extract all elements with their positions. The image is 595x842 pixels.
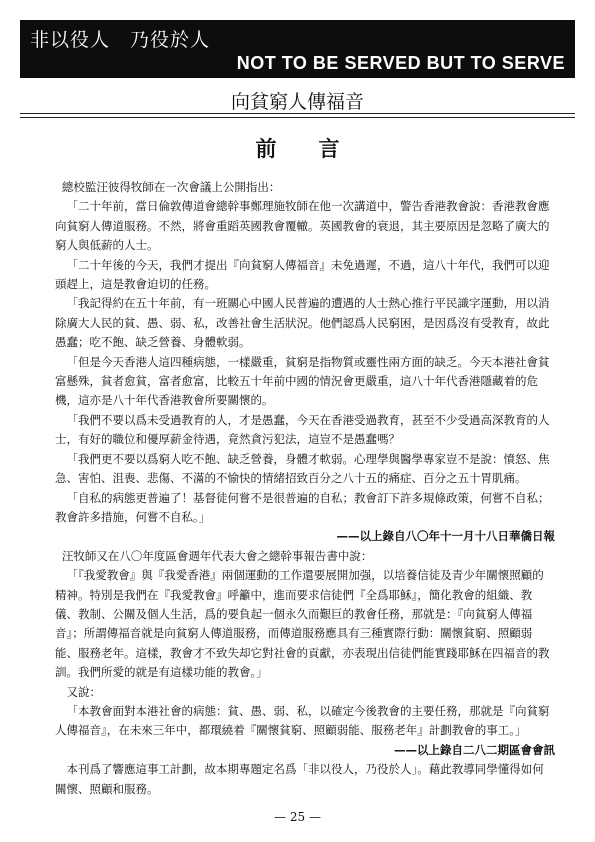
paragraph: 又說： bbox=[66, 684, 101, 699]
paragraph: 「但是今天香港人這四種病態，一樣嚴重，貧窮是指物質或靈性兩方面的缺乏。今天本港社會貧富懸殊，貧者愈貧，富者愈富，比較五十年前中國的情況會更嚴重，這八十年代香港隱藏着的危機，這亦是八十年代香港教會所要關懷的。 bbox=[55, 354, 550, 408]
paragraph: 「我們更不要以爲窮人吃不飽、缺乏營養，身體才軟弱。心理學與醫學專家豈不是說：憤怒、焦急、害怕、沮喪、悲傷、不滿的不愉快的情緒招致百分之八十五的痛症、百分之五十胃肌痛。 bbox=[55, 451, 550, 486]
banner-english-motto: NOT TO BE SERVED BUT TO SERVE bbox=[236, 53, 565, 73]
title-rule-bottom bbox=[20, 117, 575, 118]
banner-chinese-motto: 非以役人 乃役於人 bbox=[30, 29, 211, 51]
paragraph: 總校監汪彼得牧師在一次會議上公開指出： bbox=[61, 180, 281, 194]
title-rule-top bbox=[20, 113, 575, 114]
closing-paragraph: 本刊爲了響應這事工計劃，故本期專題定名爲「非以役人，乃役於人」。藉此教導同學懂得如何關懷、照顧和服務。 bbox=[55, 762, 544, 796]
paragraph: 「二十年前，當日倫敦傳道會總幹事鄭理施牧師在他一次講道中，警告香港教會說：香港教會應向貧窮人傳道服務。不然，將會重蹈英國教會覆轍。英國教會的衰退，其主要原因是忽略了廣大的窮人與低薪的人士。 bbox=[55, 199, 550, 253]
article-body bbox=[55, 178, 555, 799]
source-attribution: ——以上錄自八〇年十一月十八日華僑日報 bbox=[336, 529, 555, 544]
series-title: 向貧窮人傳福音 bbox=[230, 91, 364, 113]
page-heading: 前 言 bbox=[255, 136, 340, 161]
paragraph: 「自私的病態更普遍了！基督徒何嘗不是很普遍的自私；教會訂下許多規條政策，何嘗不自私；教會許多措施，何嘗不自私。」 bbox=[55, 490, 550, 524]
page-number: — 25 — bbox=[274, 810, 321, 824]
source-attribution: ——以上錄自二八二期區會會訊 bbox=[394, 742, 555, 757]
paragraph: 「二十年後的今天，我們才提出『向貧窮人傳福音』未免過遲，不過，這八十年代，我們可以迎頭趕上，這是教會迫切的任務。 bbox=[55, 257, 550, 292]
paragraph: 「我們不要以爲未受過教育的人，才是愚蠢，今天在香港受過教育，甚至不少受過高深教育的人士，有好的職位和優厚薪金待遇，竟然貪污犯法，這豈不是愚蠢嗎？ bbox=[55, 412, 550, 447]
header-banner bbox=[20, 20, 575, 78]
paragraph: 汪牧師又在八〇年度區會週年代表大會之總幹事報告書中說： bbox=[61, 548, 373, 563]
paragraph: 「我記得約在五十年前，有一班關心中國人民普遍的遭遇的人士熱心推行平民識字運動，用以消除廣大人民的貧、愚、弱、私，改善社會生活狀況。他們認爲人民窮困，是因爲沒有受教育，故此愚蠢；吃不飽、缺乏營養、身體軟弱。 bbox=[55, 296, 550, 350]
paragraph: 「『我愛教會』與『我愛香港』兩個運動的工作還要展開加强，以培養信徒及青少年關懷照顧的精神。特別是我們在『我愛教會』呼籲中，進而要求信徒們『全爲耶穌』，簡化教會的組織、教儀、教制、公關及個人生活，爲的要負起一個永久而艱巨的教會任務，那就是：『向貧窮人傳福音』；所謂傳福音就是向貧窮人傳道服務，而傳道服務應具有三種實際行動：關懷貧窮、照顧弱能、服務老年。這樣，教會才不致失却它對社會的貢獻，亦表現出信徒們能實踐耶穌在四福音的教訓。我們所愛的就是有這樣功能的教會。」 bbox=[55, 568, 550, 680]
paragraph: 「本教會面對本港社會的病態：貧、愚、弱、私，以確定今後教會的主要任務，那就是『向貧窮人傳福音』，在未來三年中，都環繞着『關懷貧窮、照顧弱能、服務老年』計劃教會的事工。」 bbox=[55, 703, 550, 738]
